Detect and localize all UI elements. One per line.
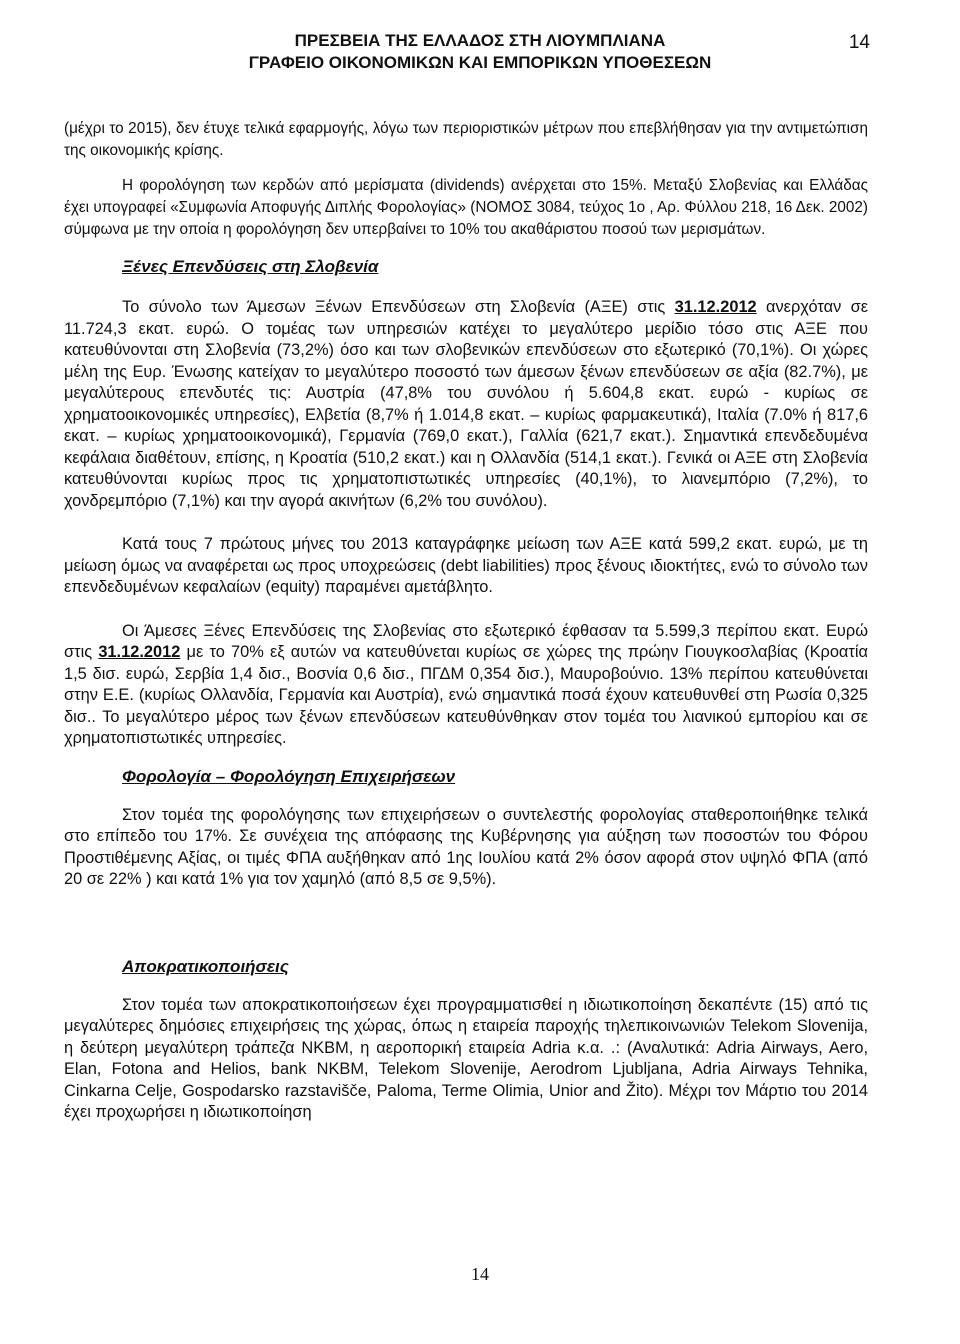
paragraph-fdi-total: Το σύνολο των Άμεσων Ξένων Επενδύσεων στη Σλοβενία (ΑΞΕ) στις 31.12.2012 ανερχόταν σε 11.724,3 εκατ. ευρώ. Ο τομέας των υπηρεσιών κατέχει το μεγαλύτερο μερίδιο τόσο στις ΑΞΕ που κατευθύνονται στη Σλοβενία (73,2%) όσο και των σλοβενικών επενδύσεων στο εξωτερικό (70,1%). Οι χώρες μέλη της Ευρ. Ένωσης κατείχαν το μεγαλύτερο ποσοστό των άμεσων ξένων επενδύσεων σε αξία (82.7%), με μεγαλύτερους επενδυτές τις: Αυστρία (47,8% του συνόλου ή 5.604,8 εκατ. ευρώ - κυρίως σε χρηματοοικονομικές υπηρεσίες), Ελβετία (8,7% ή 1.014,8 εκατ. – κυρίως φαρμακευτικά), Ιταλία (7.0% ή 817,6 εκατ. – κυρίως χρηματοοικονομικά), Γερμανία (769,0 εκατ.), Γαλλία (621,7 εκατ.). Σημαντικά επενδεδυμένα κεφάλαια διαθέτουν, επίσης, η Κροατία (510,2 εκατ.) και η Ολλανδία (514,1 εκατ.). Γενικά οι ΑΞΕ στη Σλοβενία κατευθύνονται κυρίως προς τις χρηματοπιστωτικές υπηρεσίες (40,1%), το λιανεμπόριο (7,2%), το χονδρεμπόριο (7,1%) και την αγορά ακινήτων (6,2% του συνόλου). (64, 298, 868, 510)
paragraph-fdi-abroad: Οι Άμεσες Ξένες Επενδύσεις της Σλοβενίας στο εξωτερικό έφθασαν τα 5.599,3 περίπου εκατ. Ευρώ στις 31.12.2012 με το 70% εξ αυτών να κατευθύνεται κυρίως σε χώρες της πρώην Γιουγκοσλαβίας (Κροατία 1,5 δισ. ευρώ, Σερβία 1,4 δισ., Βοσνία 0,6 δισ., ΠΓΔΜ 0,354 δισ.), Μαυροβούνιο. 13% περίπου κατευθύνεται στην Ε.Ε. (κυρίως Ολλανδία, Γερμανία και Αυστρία), ενώ σημαντικά ποσά έχουν κατευθυνθεί στη Ρωσία 0,325 δισ.. Το μεγαλύτερο μέρος των ξένων επενδύσεων κατευθύνθηκαν στον τομέα του λιανικού εμπορίου και σε χρηματοπιστωτικές υπηρεσίες. (64, 621, 869, 747)
header-embassy-name: ΠΡΕΣΒΕΙΑ ΤΗΣ ΕΛΛΑΔΟΣ ΣΤΗ ΛΙΟΥΜΠΛΙΑΝΑ (294, 31, 666, 50)
privatisation-section (64, 995, 868, 1124)
taxation-section (64, 805, 868, 891)
footer-page-number: 14 (471, 1264, 489, 1284)
header-office-name: ΓΡΑΦΕΙΟ ΟΙΚΟΝΟΜΙΚΩΝ ΚΑΙ ΕΜΠΟΡΙΚΩΝ ΥΠΟΘΕΣΕΩΝ (248, 53, 712, 72)
document-body (64, 118, 868, 1124)
section-heading-privatisation (122, 957, 868, 977)
date-highlight: 31.12.2012 (674, 298, 757, 316)
paragraph-taxation: Στον τομέα της φορολόγησης των επιχειρήσεων ο συντελεστής φορολογίας σταθεροποιήθηκε τελικά στο επίπεδο του 17%. Σε συνέχεια της απόφασης της Κυβέρνησης για αύξηση των ποσοστών του Φόρου Προστιθέμενης Αξίας, οι τιμές ΦΠΑ αυξήθηκαν από 1ης Ιουλίου κατά 2% όσον αφορά στον υψηλό ΦΠΑ (από 20 σε 22% ) και κατά 1% για τον χαμηλό (από 8,5 σε 9,5%). (64, 805, 868, 888)
section-heading-taxation (122, 767, 868, 787)
section-heading-text: Αποκρατικοποιήσεις (122, 956, 289, 976)
section-heading-text: Ξένες Επενδύσεις στη Σλοβενία (122, 257, 379, 276)
section-heading-foreign-investment (122, 257, 868, 277)
intro-block (64, 118, 868, 241)
foreign-investment-section (64, 297, 868, 750)
paragraph-continuation: (μέχρι το 2015), δεν έτυχε τελικά εφαρμογής, λόγω των περιοριστικών μέτρων που επεβλήθησαν για την αντιμετώπιση της οικονομικής κρίσης. (64, 120, 868, 159)
paragraph-privatisation: Στον τομέα των αποκρατικοποιήσεων έχει προγραμματισθεί η ιδιωτικοποίηση δεκαπέντε (15) από τις μεγαλύτερες δημόσιες επιχειρήσεις της χώρας, όπως η εταιρεία παροχής τηλεπικοινωνιών Telekom Slovenija, η δεύτερη μεγαλύτερη τράπεζα NKBM, η αεροπορική εταιρεία Adria κ.α. .: (Αναλυτικά: Adria Airways, Aero, Elan, Fotona and Helios, bank NKBM, Telekom Slovenije, Aerodrom Ljubljana, Adria Airways Tehnika, Cinkarna Celje, Gospodarsko razstavišče, Paloma, Terme Olimia, Unior and Žito). Μέχρι τον Μάρτιο του 2014 έχει προχωρήσει η ιδιωτικοποίηση (64, 995, 868, 1121)
header-page-number: 14 (848, 32, 870, 53)
page-header (0, 30, 960, 74)
section-heading-text: Φορολογία – Φορολόγηση Επιχειρήσεων (122, 766, 456, 786)
paragraph-dividends: Η φορολόγηση των κερδών από μερίσματα (dividends) ανέρχεται στο 15%. Μεταξύ Σλοβενίας και Ελλάδας έχει υπογραφεί «Συμφωνία Αποφυγής Διπλής Φορολογίας» (ΝΟΜΟΣ 3084, τεύχος 1ο , Αρ. Φύλλου 218, 16 Δεκ. 2002) σύμφωνα με την οποία η φορολόγηση δεν υπερβαίνει το 10% του ακαθάριστου ποσού των μερισμάτων. (64, 177, 868, 238)
date-highlight: 31.12.2012 (98, 643, 181, 661)
paragraph-fdi-2013: Κατά τους 7 πρώτους μήνες του 2013 καταγράφηκε μείωση των ΑΞΕ κατά 599,2 εκατ. ευρώ, με τη μείωση όμως να αναφέρεται ως προς υποχρεώσεις (debt liabilities) προς ξένους ιδιοκτήτες, ενώ το σύνολο των επενδεδυμένων κεφαλαίων (equity) παραμένει αμετάβλητο. (64, 535, 868, 596)
